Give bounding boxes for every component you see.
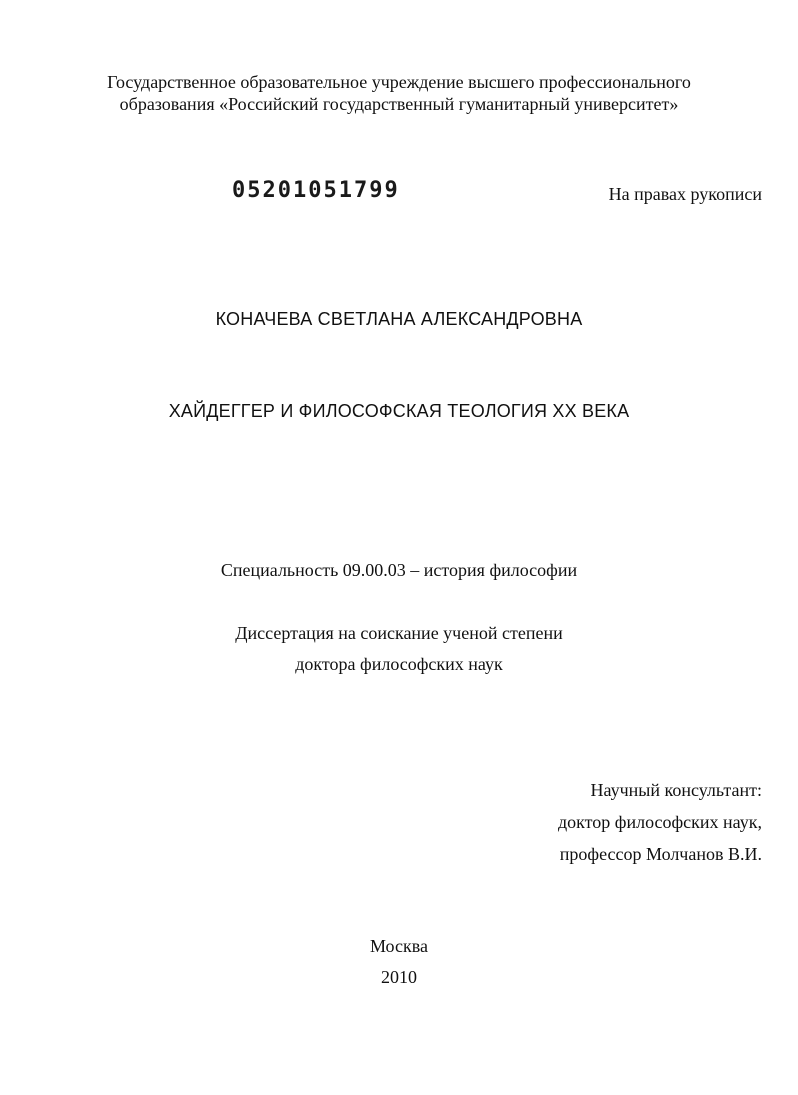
dissertation-degree-line-2: доктора философских наук <box>295 654 503 674</box>
institution-line-2: образования «Российский государственный гуманитарный университет» <box>119 94 679 114</box>
consultant-degree: доктор философских наук, <box>558 812 762 832</box>
dissertation-title: ХАЙДЕГГЕР И ФИЛОСОФСКАЯ ТЕОЛОГИЯ XX ВЕКА <box>168 401 630 421</box>
specialty-line: Специальность 09.00.03 – история философии <box>220 560 578 580</box>
author-name: КОНАЧЕВА СВЕТЛАНА АЛЕКСАНДРОВНА <box>215 309 583 329</box>
manuscript-rights-label: На правах рукописи <box>608 184 762 204</box>
consultant-label: Научный консультант: <box>590 780 762 800</box>
dissertation-degree-line-1: Диссертация на соискание ученой степени <box>235 623 563 643</box>
consultant-name: профессор Молчанов В.И. <box>559 844 762 864</box>
city: Москва <box>370 936 428 956</box>
institution-line-1: Государственное образовательное учреждение высшего профессионального <box>107 72 691 92</box>
year: 2010 <box>381 967 417 987</box>
registry-number-stamp: 05201051799 <box>232 178 400 203</box>
